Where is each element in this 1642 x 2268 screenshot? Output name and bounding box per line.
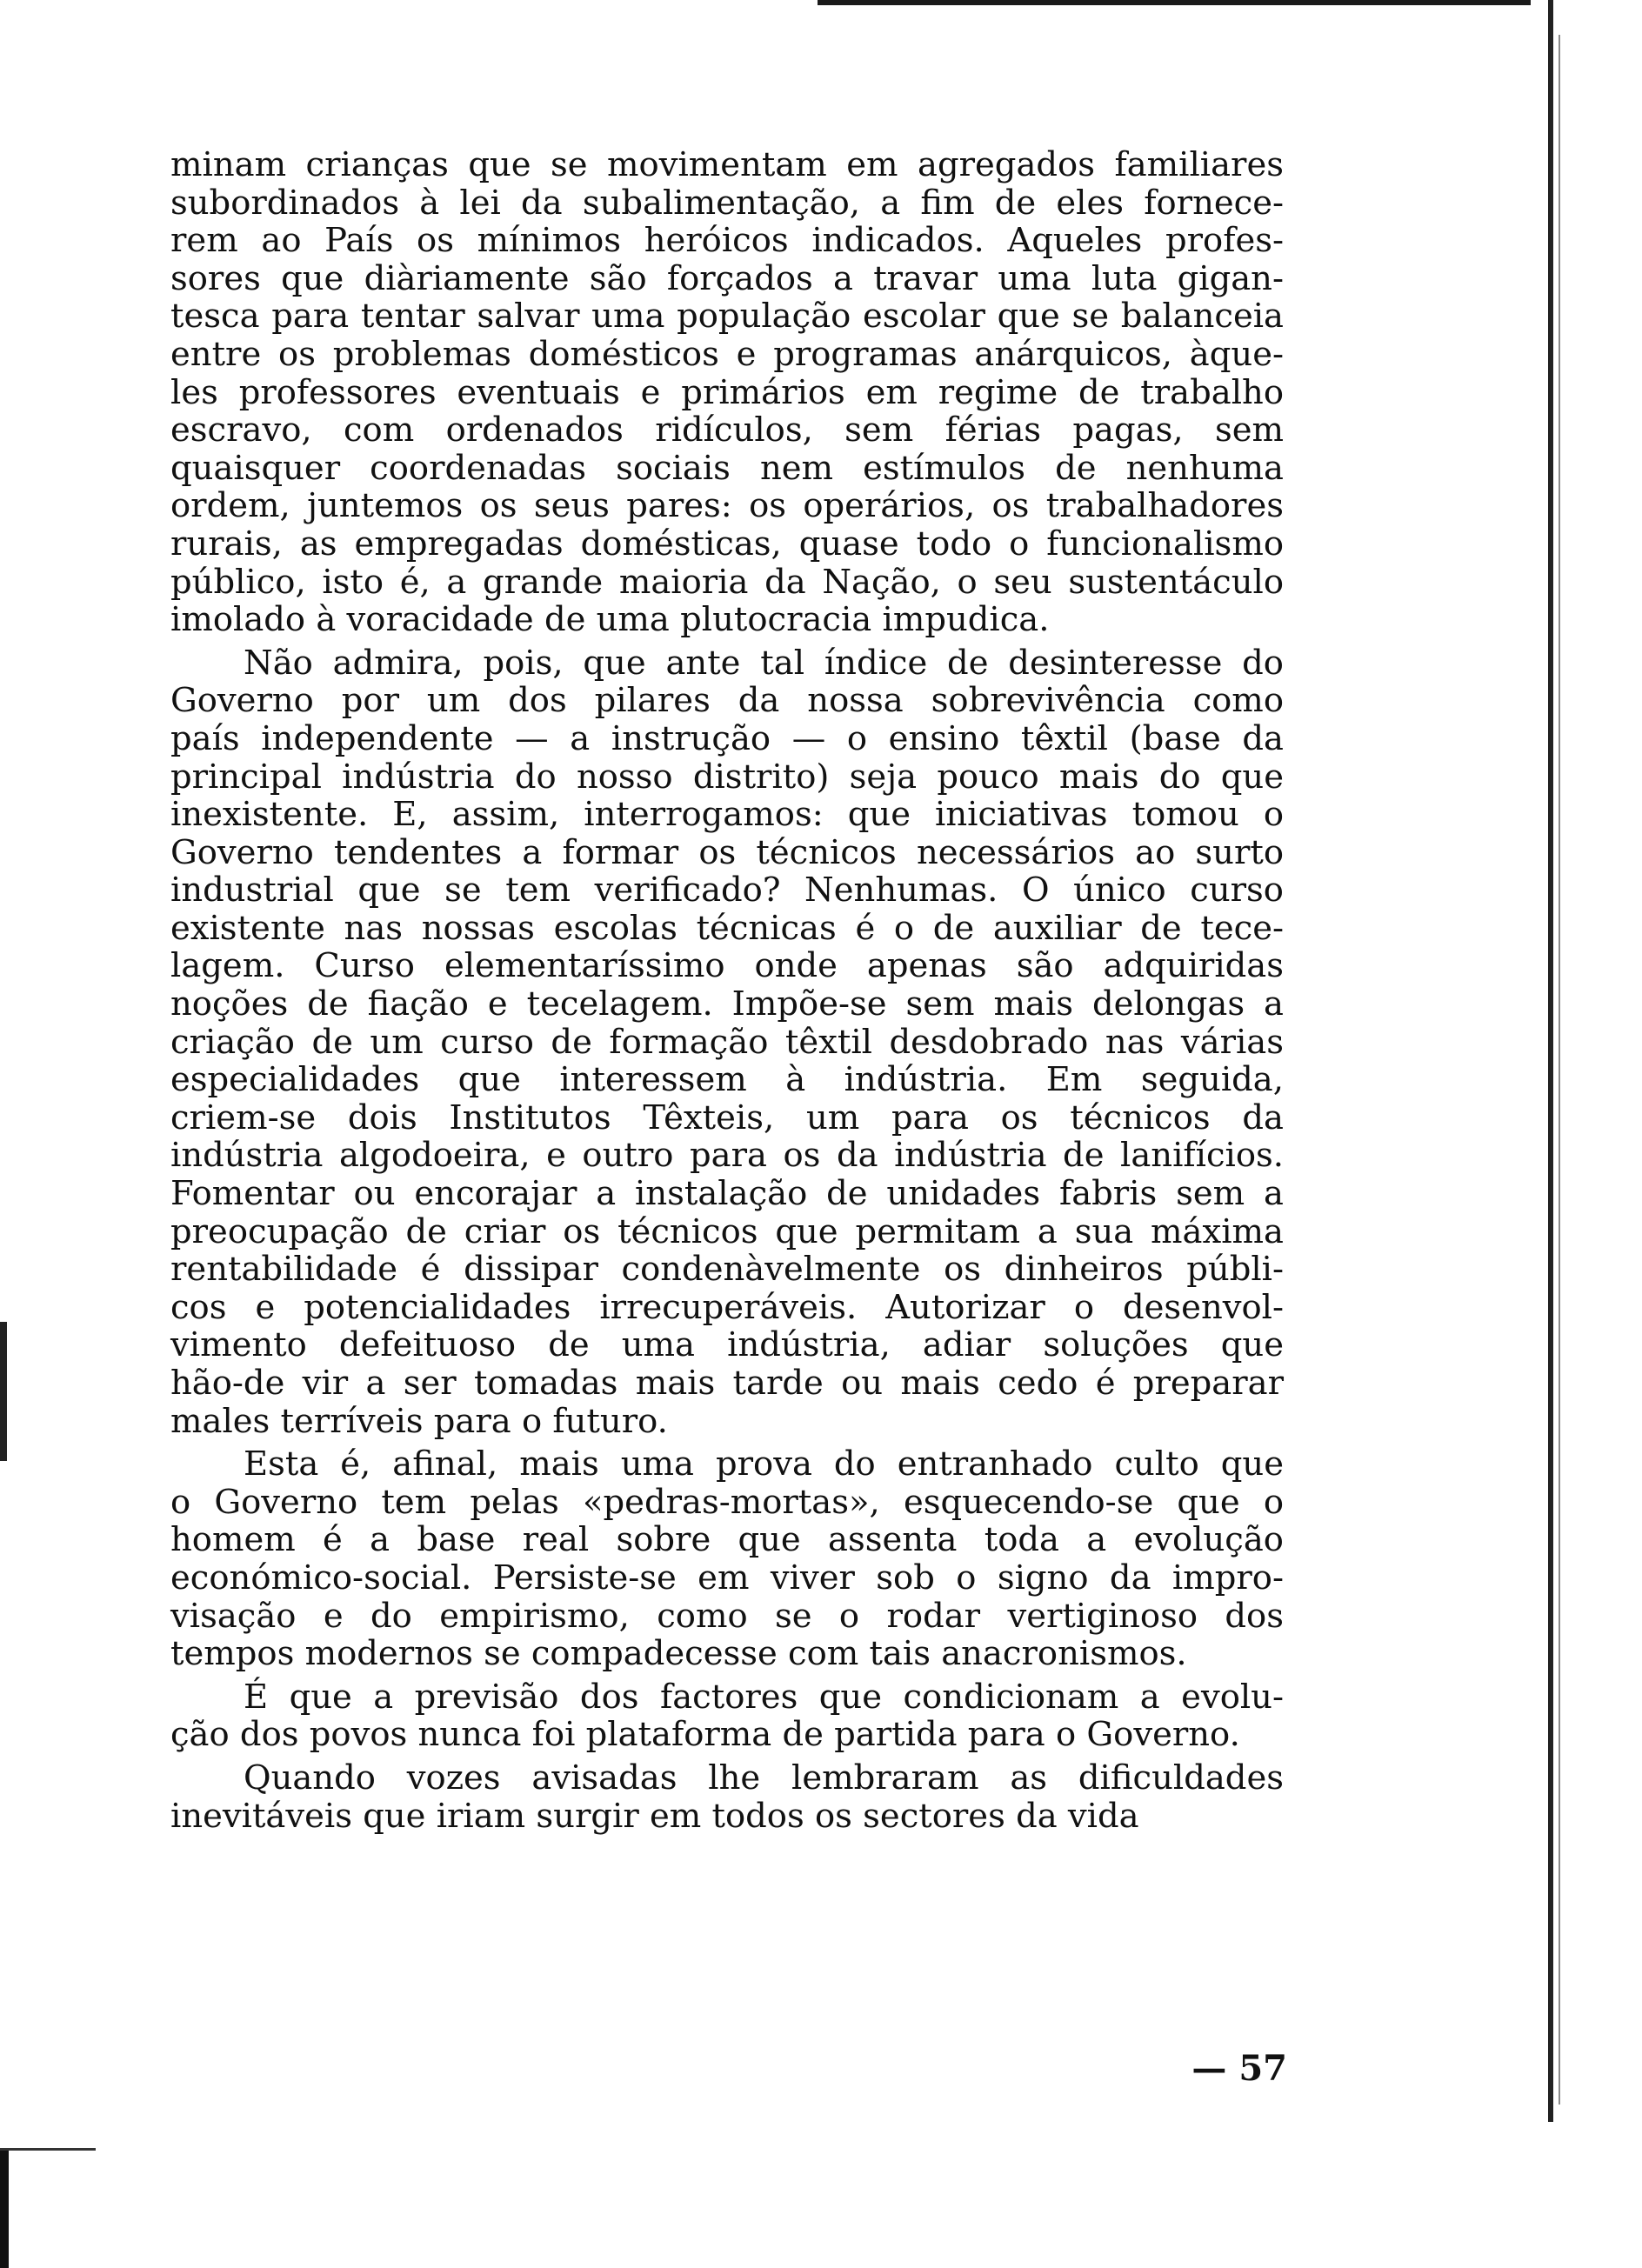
text-line: industrial que se tem verificado? Nenhumas. O único curso xyxy=(170,871,1284,911)
text-line: Fomentar ou encorajar a instalação de unidades fabris sem a xyxy=(170,1174,1284,1214)
text-line: indústria algodoeira, e outro para os da indústria de lanifícios. xyxy=(170,1136,1284,1176)
scan-right-edge-shadow xyxy=(1559,35,1560,2105)
text-line: o Governo tem pelas «pedras-mortas», esquecendo-se que o xyxy=(170,1482,1284,1522)
scan-right-edge xyxy=(1548,0,1553,2122)
text-line: subordinados à lei da subalimentação, a fim de eles fornece- xyxy=(170,183,1284,223)
paragraph xyxy=(170,1678,1284,1754)
text-line: país independente — a instrução — o ensino têxtil (base da xyxy=(170,718,1284,758)
text-line: les professores eventuais e primários em regime de trabalho xyxy=(170,372,1284,412)
paragraph xyxy=(170,146,1284,639)
text-line: económico-social. Persiste-se em viver sob o signo da impro- xyxy=(170,1558,1284,1598)
text-line: preocupação de criar os técnicos que permitam a sua máxima xyxy=(170,1211,1284,1251)
body-text xyxy=(170,146,1284,1835)
paragraph xyxy=(170,1445,1284,1673)
text-line: Quando vozes avisadas lhe lembraram as dificuldades xyxy=(244,1758,1284,1798)
text-line: lagem. Curso elementaríssimo onde apenas são adquiridas xyxy=(170,946,1284,986)
text-line: rentabilidade é dissipar condenàvelmente os dinheiros públi- xyxy=(170,1250,1284,1290)
text-line: inexistente. E, assim, interrogamos: que iniciativas tomou o xyxy=(170,795,1284,835)
text-line: especialidades que interessem à indústria. Em seguida, xyxy=(170,1060,1284,1100)
text-line: entre os problemas domésticos e programas anárquicos, àque- xyxy=(170,334,1284,374)
text-line: ção dos povos nunca foi plataforma de partida para o Governo. xyxy=(170,1715,1240,1755)
text-line: Não admira, pois, que ante tal índice de desinteresse do xyxy=(244,643,1284,683)
scan-left-corner-rule xyxy=(0,2148,96,2151)
scan-top-edge xyxy=(818,0,1531,5)
page-number: — 57 xyxy=(1191,2048,1287,2089)
text-line: tesca para tentar salvar uma população escolar que se balanceia xyxy=(170,297,1284,337)
text-line: existente nas nossas escolas técnicas é o de auxiliar de tece- xyxy=(170,908,1284,948)
text-line: principal indústria do nosso distrito) seja pouco mais do que xyxy=(170,757,1284,797)
scan-left-mark xyxy=(0,1322,7,1461)
text-line: vimento defeituoso de uma indústria, adiar soluções que xyxy=(170,1325,1284,1365)
text-line: rem ao País os mínimos heróicos indicados. Aqueles profes- xyxy=(170,221,1284,261)
scan-left-corner-mark xyxy=(0,2148,9,2268)
text-line: criação de um curso de formação têxtil desdobrado nas várias xyxy=(170,1022,1284,1062)
text-line: ordem, juntemos os seus pares: os operários, os trabalhadores xyxy=(170,486,1284,526)
text-line: público, isto é, a grande maioria da Nação, o seu sustentáculo xyxy=(170,562,1284,602)
text-line: visação e do empirismo, como se o rodar vertiginoso dos xyxy=(170,1596,1284,1636)
text-line: hão-de vir a ser tomadas mais tarde ou mais cedo é preparar xyxy=(170,1364,1284,1403)
text-line: males terríveis para o futuro. xyxy=(170,1401,668,1441)
text-line: minam crianças que se movimentam em agregados familiares xyxy=(170,145,1284,184)
text-line: cos e potencialidades irrecuperáveis. Autorizar o desenvol- xyxy=(170,1287,1284,1327)
text-line: escravo, com ordenados ridículos, sem férias pagas, sem xyxy=(170,410,1284,450)
text-line: sores que diàriamente são forçados a travar uma luta gigan- xyxy=(170,258,1284,298)
text-line: rurais, as empregadas domésticas, quase todo o funcionalismo xyxy=(170,524,1284,564)
text-line: Esta é, afinal, mais uma prova do entranhado culto que xyxy=(244,1444,1284,1484)
paragraph xyxy=(170,644,1284,1440)
text-line: criem-se dois Institutos Têxteis, um para os técnicos da xyxy=(170,1097,1284,1137)
text-line: tempos modernos se compadecesse com tais anacronismos. xyxy=(170,1634,1187,1674)
text-line: noções de fiação e tecelagem. Impõe-se sem mais delongas a xyxy=(170,984,1284,1024)
text-line: homem é a base real sobre que assenta toda a evolução xyxy=(170,1520,1284,1560)
text-line: Governo tendentes a formar os técnicos necessários ao surto xyxy=(170,832,1284,872)
paragraph xyxy=(170,1759,1284,1835)
text-line: inevitáveis que iriam surgir em todos os sectores da vida xyxy=(170,1796,1139,1836)
text-line: quaisquer coordenadas sociais nem estímulos de nenhuma xyxy=(170,448,1284,488)
text-line: imolado à voracidade de uma plutocracia impudica. xyxy=(170,600,1050,640)
text-line: Governo por um dos pilares da nossa sobrevivência como xyxy=(170,681,1284,721)
text-line: É que a previsão dos factores que condicionam a evolu- xyxy=(244,1677,1284,1717)
